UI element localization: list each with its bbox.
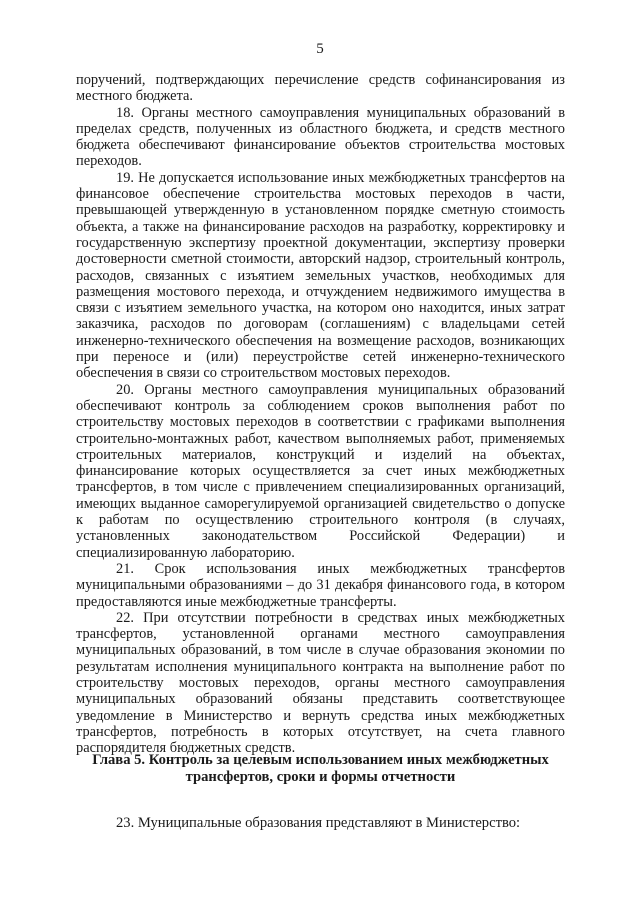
page-number: 5 [316,41,324,57]
paragraph-23: 23. Муниципальные образования представляют в Министерство: [116,815,521,831]
paragraph-19: 19. Не допускается использование иных межбюджетных трансфертов на финансовое обеспечение строительства мостовых переходов в части, превышающей утвержденную в установленном порядке сметную стоимость объекта, а также на финансирование расходов на разработку, корректировку и государственную экспертизу проектной документации, экспертизу проверки достоверности сметной стоимости, авторский надзор, строительный контроль, расходов, связанных с изъятием земельных участков, необходимых для размещения мостового перехода, и отчуждением недвижимого имущества в связи с изъятием земельного участка, на котором оно находится, иных затрат заказчика, расходов по договорам (соглашениям) с владельцами сетей инженерно-технического обеспечения на возмещение расходов, возникающих при переносе и (или) переустройстве сетей инженерно-технического обеспечения в связи со строительством мостовых переходов. [76,169,565,382]
paragraph-20: 20. Органы местного самоуправления муниципальных образований обеспечивают контроль за соблюдением сроков выполнения работ по строительству мостовых переходов в соответствии с графиками выполнения строительно-монтажных работ, качеством выполняемых работ, применяемых строительных материалов, конструкций и изделий на объектах, финансирование которых осуществляется за счет иных межбюджетных трансфертов, в том числе с привлечением специализированных организаций, имеющих выданное саморегулируемой организацией свидетельство о допуске к работам по осуществлению строительного контроля (в случаях, установленных законодательством Российской Федерации) и специализированную лабораторию. [76,381,565,561]
paragraph-18: 18. Органы местного самоуправления муниципальных образований в пределах средств, полученных из областного бюджета, и средств местного бюджета обеспечивают финансирование объектов строительства мостовых переходов. [76,104,565,170]
paragraph-continuation: поручений, подтверждающих перечисление средств софинансирования из местного бюджета. [76,72,565,105]
chapter-heading-line-1: Глава 5. Контроль за целевым использованием иных межбюджетных [92,752,549,768]
paragraph-21: 21. Срок использования иных межбюджетных трансфертов муниципальными образованиями – до 31 декабря финансового года, в котором предоставляются иные межбюджетные трансферты. [76,560,565,610]
body-text [76,72,565,756]
chapter-heading-line-2: трансфертов, сроки и формы отчетности [185,769,456,785]
chapter-heading [76,752,565,786]
paragraph-22: 22. При отсутствии потребности в средствах иных межбюджетных трансфертов, установленной органами местного самоуправления муниципальных образований, в том числе в случае образования экономии по результатам исполнения муниципального контракта на выполнение работ по строительству мостовых переходов, органы местного самоуправления муниципальных образований обязаны представить соответствующее уведомление в Министерство и вернуть средства иных межбюджетных трансфертов, потребность в которых отсутствует, на счета главного распорядителя бюджетных средств. [76,609,565,757]
